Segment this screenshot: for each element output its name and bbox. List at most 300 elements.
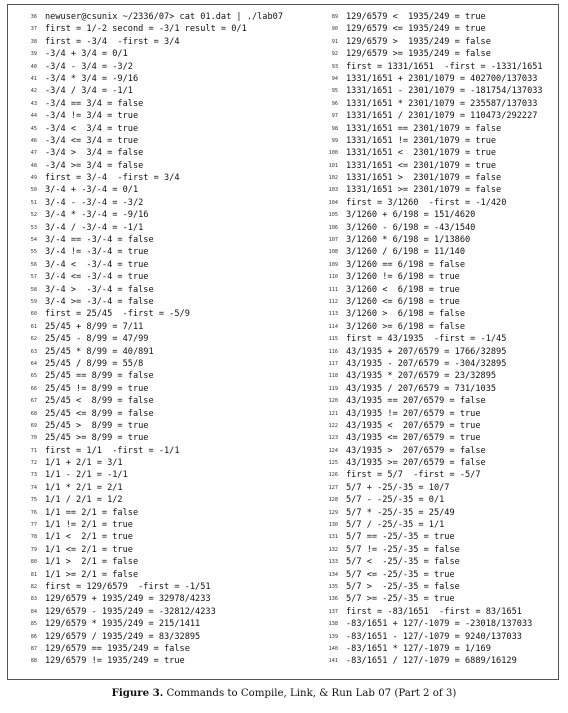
line-text: first = 43/1935 -first = -1/45 — [346, 334, 507, 345]
code-line — [322, 61, 543, 73]
code-line — [21, 618, 283, 630]
line-number: 72 — [30, 460, 37, 467]
code-line — [322, 358, 543, 370]
line-number: 118 — [328, 373, 338, 380]
line-number: 85 — [30, 621, 37, 628]
line-number: 106 — [328, 224, 338, 231]
line-number: 47 — [30, 150, 37, 157]
line-number: 137 — [328, 608, 338, 615]
code-line — [322, 308, 543, 320]
line-number: 82 — [30, 583, 37, 590]
code-line — [322, 73, 543, 85]
code-line — [322, 172, 543, 184]
line-number: 124 — [328, 447, 338, 454]
code-line — [322, 110, 543, 122]
code-line — [21, 519, 283, 531]
line-text: first = 3/1260 -first = -1/420 — [346, 197, 507, 208]
line-text: 5/7 == -25/-35 = true — [346, 532, 455, 543]
code-line — [21, 395, 283, 407]
line-number: 83 — [30, 596, 37, 603]
code-line — [21, 432, 283, 444]
line-text: 5/7 - -25/-35 = 0/1 — [346, 495, 445, 506]
line-number: 57 — [30, 274, 37, 281]
line-text: 43/1935 == 207/6579 = false — [346, 396, 486, 407]
code-line — [21, 643, 283, 655]
line-text: 3/1260 + 6/198 = 151/4620 — [346, 210, 476, 221]
code-line — [21, 408, 283, 420]
line-text: 129/6579 / 1935/249 = 83/32895 — [45, 631, 201, 642]
code-line — [21, 284, 283, 296]
code-line — [322, 606, 543, 618]
line-text: 129/6579 == 1935/249 = false — [45, 643, 190, 654]
line-text: 1/1 == 2/1 = false — [45, 507, 139, 518]
code-line — [322, 593, 543, 605]
line-number: 130 — [328, 522, 338, 529]
line-text: -3/4 * 3/4 = -9/16 — [45, 73, 139, 84]
line-number: 104 — [328, 199, 338, 206]
line-number: 141 — [328, 658, 338, 665]
line-number: 127 — [328, 484, 338, 491]
line-number: 126 — [328, 472, 338, 479]
line-text: 3/1260 * 6/198 = 1/13860 — [346, 235, 471, 246]
line-number: 98 — [331, 125, 338, 132]
line-text: 1/1 / 2/1 = 1/2 — [45, 495, 123, 506]
line-text: 3/-4 > -3/-4 = false — [45, 284, 154, 295]
line-text: 3/1260 != 6/198 = true — [346, 272, 460, 283]
code-line — [322, 346, 543, 358]
code-line — [21, 172, 283, 184]
code-line — [322, 36, 543, 48]
code-line — [322, 98, 543, 110]
listing-column-right — [322, 11, 543, 668]
line-number: 123 — [328, 435, 338, 442]
line-number: 37 — [30, 26, 37, 33]
code-line — [322, 135, 543, 147]
line-number: 58 — [30, 286, 37, 293]
line-number: 68 — [30, 410, 37, 417]
line-text: 1/1 < 2/1 = true — [45, 532, 133, 543]
line-text: 43/1935 < 207/6579 = true — [346, 420, 481, 431]
code-line — [322, 296, 543, 308]
code-line — [21, 581, 283, 593]
line-number: 111 — [328, 286, 338, 293]
code-line — [322, 383, 543, 395]
line-text: 43/1935 + 207/6579 = 1766/32895 — [346, 346, 507, 357]
line-text: 1331/1651 - 2301/1079 = -181754/137033 — [346, 86, 543, 97]
line-number: 101 — [328, 162, 338, 169]
line-number: 76 — [30, 509, 37, 516]
line-number: 136 — [328, 596, 338, 603]
line-text: 129/6579 >= 1935/249 = false — [346, 49, 491, 60]
line-text: 129/6579 < 1935/249 = true — [346, 12, 486, 22]
line-text: 1331/1651 / 2301/1079 = 110473/292227 — [346, 111, 538, 122]
line-number: 89 — [331, 14, 338, 20]
line-text: 25/45 - 8/99 = 47/99 — [45, 334, 149, 345]
code-line — [21, 271, 283, 283]
code-line — [21, 346, 283, 358]
line-number: 54 — [30, 237, 37, 244]
line-number: 93 — [331, 63, 338, 70]
line-text: 25/45 * 8/99 = 40/891 — [45, 346, 154, 357]
code-line — [21, 222, 283, 234]
code-line — [21, 209, 283, 221]
code-line — [21, 321, 283, 333]
line-number: 122 — [328, 422, 338, 429]
line-number: 50 — [30, 187, 37, 194]
line-text: 129/6579 + 1935/249 = 32978/4233 — [45, 594, 211, 605]
line-number: 55 — [30, 249, 37, 256]
code-line — [322, 147, 543, 159]
line-number: 81 — [30, 571, 37, 578]
line-number: 46 — [30, 137, 37, 144]
code-line — [322, 618, 543, 630]
line-number: 125 — [328, 460, 338, 467]
line-number: 133 — [328, 559, 338, 566]
code-line — [322, 420, 543, 432]
line-text: -3/4 > 3/4 = false — [45, 148, 144, 159]
line-number: 73 — [30, 472, 37, 479]
code-line — [322, 85, 543, 97]
code-line — [322, 321, 543, 333]
line-number: 86 — [30, 633, 37, 640]
code-line — [21, 110, 283, 122]
line-number: 80 — [30, 559, 37, 566]
line-number: 41 — [30, 75, 37, 82]
code-line — [322, 544, 543, 556]
code-line — [21, 23, 283, 35]
line-text: 43/1935 <= 207/6579 = true — [346, 433, 481, 444]
line-text: first = 1331/1651 -first = -1331/1651 — [346, 61, 543, 72]
code-line — [21, 556, 283, 568]
line-number: 53 — [30, 224, 37, 231]
line-number: 64 — [30, 360, 37, 367]
line-text: 129/6579 <= 1935/249 = true — [346, 24, 486, 35]
line-text: 3/-4 != -3/-4 = true — [45, 247, 149, 258]
line-text: 1/1 >= 2/1 = false — [45, 569, 139, 580]
line-text: 25/45 > 8/99 = true — [45, 420, 149, 431]
line-number: 74 — [30, 484, 37, 491]
listing-column-left — [21, 11, 283, 668]
code-line — [322, 507, 543, 519]
line-number: 112 — [328, 298, 338, 305]
line-number: 71 — [30, 447, 37, 454]
code-line — [21, 147, 283, 159]
line-number: 109 — [328, 261, 338, 268]
code-line — [21, 160, 283, 172]
code-line — [21, 507, 283, 519]
line-text: 1/1 * 2/1 = 2/1 — [45, 482, 123, 493]
code-line — [322, 234, 543, 246]
line-number: 66 — [30, 385, 37, 392]
code-line — [322, 457, 543, 469]
listing-frame — [7, 4, 559, 680]
line-text: 129/6579 != 1935/249 = true — [45, 656, 185, 667]
code-line — [322, 569, 543, 581]
line-number: 39 — [30, 51, 37, 58]
code-line — [322, 581, 543, 593]
line-number: 59 — [30, 298, 37, 305]
line-text: -3/4 <= 3/4 = true — [45, 135, 139, 146]
line-number: 114 — [328, 323, 338, 330]
line-text: first = 25/45 -first = -5/9 — [45, 309, 190, 320]
line-text: 25/45 == 8/99 = false — [45, 371, 154, 382]
line-number: 70 — [30, 435, 37, 442]
line-text: 1/1 + 2/1 = 3/1 — [45, 458, 123, 469]
line-text: 3/-4 == -3/-4 = false — [45, 235, 154, 246]
code-line — [21, 36, 283, 48]
line-text: 43/1935 * 207/6579 = 23/32895 — [346, 371, 497, 382]
code-line — [322, 222, 543, 234]
line-text: 43/1935 >= 207/6579 = false — [346, 458, 486, 469]
line-text: 43/1935 / 207/6579 = 731/1035 — [346, 383, 497, 394]
line-text: 3/1260 - 6/198 = -43/1540 — [346, 222, 476, 233]
code-line — [21, 606, 283, 618]
code-line — [21, 61, 283, 73]
line-number: 102 — [328, 175, 338, 182]
line-number: 48 — [30, 162, 37, 169]
line-text: -83/1651 + 127/-1079 = -23018/137033 — [346, 619, 533, 630]
line-text: 25/45 <= 8/99 = false — [45, 408, 154, 419]
code-line — [322, 246, 543, 258]
code-line — [322, 494, 543, 506]
code-line — [21, 358, 283, 370]
code-line — [21, 184, 283, 196]
line-text: 3/1260 < 6/198 = true — [346, 284, 460, 295]
line-text: 5/7 > -25/-35 = false — [346, 581, 460, 592]
code-line — [21, 370, 283, 382]
line-number: 103 — [328, 187, 338, 194]
line-number: 108 — [328, 249, 338, 256]
code-line — [322, 482, 543, 494]
line-number: 77 — [30, 522, 37, 529]
line-number: 88 — [30, 658, 37, 665]
line-number: 135 — [328, 583, 338, 590]
code-line — [322, 631, 543, 643]
line-number: 107 — [328, 237, 338, 244]
line-text: first = 3/-4 -first = 3/4 — [45, 173, 180, 184]
code-line — [21, 197, 283, 209]
line-text: 3/-4 < -3/-4 = true — [45, 259, 149, 270]
line-number: 128 — [328, 497, 338, 504]
line-number: 96 — [331, 100, 338, 107]
line-number: 90 — [331, 26, 338, 33]
line-text: 3/-4 / -3/-4 = -1/1 — [45, 222, 144, 233]
code-line — [322, 519, 543, 531]
line-text: 129/6579 - 1935/249 = -32812/4233 — [45, 606, 216, 617]
line-number: 52 — [30, 212, 37, 219]
code-line — [322, 209, 543, 221]
code-line — [322, 23, 543, 35]
line-text: 1331/1651 != 2301/1079 = true — [346, 135, 497, 146]
line-text: 1331/1651 >= 2301/1079 = false — [346, 185, 502, 196]
line-number: 79 — [30, 546, 37, 553]
code-line — [322, 11, 543, 23]
line-text: 1331/1651 <= 2301/1079 = true — [346, 160, 497, 171]
code-line — [21, 655, 283, 667]
code-line — [322, 531, 543, 543]
line-number: 38 — [30, 38, 37, 45]
line-number: 69 — [30, 422, 37, 429]
line-number: 40 — [30, 63, 37, 70]
line-number: 65 — [30, 373, 37, 380]
line-text: -83/1651 / 127/-1079 = 6889/16129 — [346, 656, 517, 667]
code-line — [322, 469, 543, 481]
line-number: 51 — [30, 199, 37, 206]
line-text: 1/1 - 2/1 = -1/1 — [45, 470, 128, 481]
code-line — [21, 73, 283, 85]
line-text: 25/45 / 8/99 = 55/8 — [45, 358, 144, 369]
line-text: 3/-4 <= -3/-4 = true — [45, 272, 149, 283]
code-line — [21, 544, 283, 556]
line-text: 3/1260 > 6/198 = false — [346, 309, 465, 320]
line-text: 43/1935 > 207/6579 = false — [346, 445, 486, 456]
line-text: 1331/1651 > 2301/1079 = false — [346, 173, 502, 184]
code-line — [322, 432, 543, 444]
code-line — [21, 494, 283, 506]
line-text: 25/45 != 8/99 = true — [45, 383, 149, 394]
code-line — [21, 259, 283, 271]
code-line — [322, 48, 543, 60]
line-number: 91 — [331, 38, 338, 45]
line-number: 67 — [30, 398, 37, 405]
figure-caption — [0, 687, 568, 699]
line-text: 1331/1651 == 2301/1079 = false — [346, 123, 502, 134]
line-number: 121 — [328, 410, 338, 417]
code-line — [322, 123, 543, 135]
line-number: 97 — [331, 113, 338, 120]
line-text: 1/1 <= 2/1 = true — [45, 544, 133, 555]
line-number: 75 — [30, 497, 37, 504]
code-line — [21, 593, 283, 605]
code-line — [322, 643, 543, 655]
line-text: first = -3/4 -first = 3/4 — [45, 36, 180, 47]
line-text: -83/1651 - 127/-1079 = 9240/137033 — [346, 631, 522, 642]
line-number: 129 — [328, 509, 338, 516]
line-text: first = 129/6579 -first = -1/51 — [45, 581, 211, 592]
line-text: 5/7 + -25/-35 = 10/7 — [346, 482, 450, 493]
code-line — [322, 184, 543, 196]
line-text: 43/1935 != 207/6579 = true — [346, 408, 481, 419]
code-line — [322, 655, 543, 667]
code-line — [21, 383, 283, 395]
line-text: 3/1260 / 6/198 = 11/140 — [346, 247, 465, 258]
code-line — [322, 259, 543, 271]
line-text: 129/6579 > 1935/249 = false — [346, 36, 491, 47]
line-text: -83/1651 * 127/-1079 = 1/169 — [346, 643, 491, 654]
line-number: 95 — [331, 88, 338, 95]
code-line — [322, 445, 543, 457]
line-number: 134 — [328, 571, 338, 578]
code-line — [21, 234, 283, 246]
line-number: 138 — [328, 621, 338, 628]
code-line — [322, 370, 543, 382]
code-line — [322, 197, 543, 209]
line-text: first = 1/1 -first = -1/1 — [45, 445, 180, 456]
line-text: 3/-4 - -3/-4 = -3/2 — [45, 197, 144, 208]
code-line — [21, 98, 283, 110]
line-text: newuser@csunix ~/2336/07> cat 01.dat | ./lab07 — [45, 12, 283, 22]
line-text: 5/7 < -25/-35 = false — [346, 557, 460, 568]
line-number: 92 — [331, 51, 338, 58]
line-text: first = 5/7 -first = -5/7 — [346, 470, 481, 481]
line-number: 131 — [328, 534, 338, 541]
line-number: 78 — [30, 534, 37, 541]
line-number: 94 — [331, 75, 338, 82]
code-line — [21, 296, 283, 308]
line-number: 116 — [328, 348, 338, 355]
line-text: -3/4 - 3/4 = -3/2 — [45, 61, 133, 72]
line-text: 3/-4 + -3/-4 = 0/1 — [45, 185, 139, 196]
line-text: 3/1260 == 6/198 = false — [346, 259, 465, 270]
line-text: first = 1/-2 second = -3/1 result = 0/1 — [45, 24, 247, 35]
code-line — [21, 631, 283, 643]
line-text: 5/7 != -25/-35 = false — [346, 544, 460, 555]
line-text: 5/7 <= -25/-35 = true — [346, 569, 455, 580]
code-line — [21, 482, 283, 494]
line-text: -3/4 / 3/4 = -1/1 — [45, 86, 133, 97]
line-text: 3/1260 >= 6/198 = false — [346, 321, 465, 332]
line-text: 5/7 * -25/-35 = 25/49 — [346, 507, 455, 518]
line-number: 44 — [30, 113, 37, 120]
line-number: 99 — [331, 137, 338, 144]
code-line — [21, 420, 283, 432]
code-line — [21, 569, 283, 581]
line-number: 63 — [30, 348, 37, 355]
code-line — [322, 408, 543, 420]
code-line — [322, 284, 543, 296]
line-number: 49 — [30, 175, 37, 182]
line-text: 1/1 != 2/1 = true — [45, 520, 133, 531]
code-line — [21, 246, 283, 258]
line-text: 3/1260 <= 6/198 = true — [346, 296, 460, 307]
code-line — [21, 85, 283, 97]
line-number: 45 — [30, 125, 37, 132]
line-text: -3/4 >= 3/4 = false — [45, 160, 144, 171]
code-line — [21, 531, 283, 543]
code-line — [21, 445, 283, 457]
line-text: 25/45 < 8/99 = false — [45, 396, 154, 407]
line-text: -3/4 != 3/4 = true — [45, 111, 139, 122]
line-text: -3/4 < 3/4 = true — [45, 123, 139, 134]
line-number: 119 — [328, 385, 338, 392]
code-line — [322, 333, 543, 345]
code-line — [21, 11, 283, 23]
line-number: 139 — [328, 633, 338, 640]
code-line — [21, 333, 283, 345]
line-text: 1331/1651 + 2301/1079 = 402700/137033 — [346, 73, 538, 84]
code-line — [21, 308, 283, 320]
line-text: 5/7 / -25/-35 = 1/1 — [346, 520, 445, 531]
line-number: 100 — [328, 150, 338, 157]
line-number: 140 — [328, 645, 338, 652]
line-number: 36 — [30, 14, 37, 20]
line-number: 84 — [30, 608, 37, 615]
code-line — [322, 556, 543, 568]
line-number: 56 — [30, 261, 37, 268]
line-text: 5/7 >= -25/-35 = true — [346, 594, 455, 605]
line-number: 62 — [30, 336, 37, 343]
code-line — [21, 123, 283, 135]
line-number: 43 — [30, 100, 37, 107]
line-text: -3/4 == 3/4 = false — [45, 98, 144, 109]
line-text: 3/-4 >= -3/-4 = false — [45, 296, 154, 307]
figure-caption-text: Commands to Compile, Link, & Run Lab 07 (Part 2 of 3) — [163, 688, 457, 699]
line-text: 43/1935 - 207/6579 = -304/32895 — [346, 358, 507, 369]
code-line — [21, 469, 283, 481]
code-line — [21, 48, 283, 60]
code-line — [21, 135, 283, 147]
line-number: 113 — [328, 311, 338, 318]
